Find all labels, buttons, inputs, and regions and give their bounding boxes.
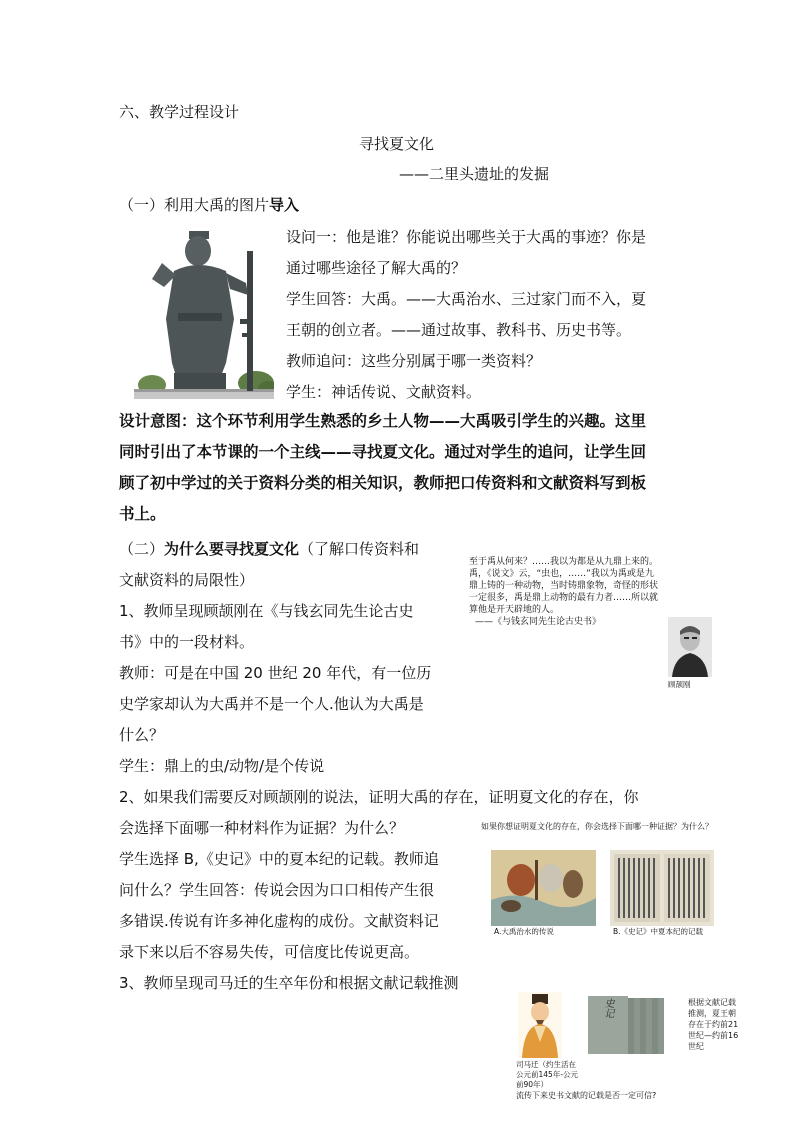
part2-line: 问什么？学生回答：传说会因为口口相传产生很: [119, 881, 435, 899]
intent-line: 顾了初中学过的关于资料分类的相关知识，教师把口传资料和文献资料写到板: [119, 474, 647, 492]
quote-line: 一定很多，禹是鼎上动物的最有力者……所以就: [469, 593, 659, 603]
dating-line: 根据文献记载: [688, 998, 736, 1007]
part2-line: 1、教师呈现顾颉刚在《与钱玄同先生论古史: [119, 602, 414, 620]
intent-line: 同时引出了本节课的一个主线——寻找夏文化。通过对学生的追问，让学生回: [119, 443, 647, 461]
part2-heading: [119, 538, 419, 560]
dating-line: 世纪: [688, 1042, 704, 1051]
dating-line: 推测，夏王朝: [688, 1009, 736, 1018]
quote-source: ——《与钱玄同先生论古史书》: [475, 617, 602, 627]
evidence-question: 如果你想证明夏文化的存在，你会选择下面哪一种证据？为什么？: [481, 822, 713, 831]
part2-line: 录下来以后不容易失传，可信度比传说更高。: [119, 943, 420, 961]
option-b-caption: B.《史记》中夏本纪的记载: [613, 927, 704, 936]
caption-line: 前90年）: [516, 1080, 549, 1089]
sima-qian-caption: [516, 1060, 578, 1090]
gu-jiegang-quote: [469, 556, 658, 628]
xia-dynasty-dating: [688, 997, 738, 1052]
sima-qian-portrait: [518, 992, 562, 1058]
part2-line: 学生选择 B,《史记》中的夏本纪的记载。教师追: [119, 850, 439, 868]
design-intent: [119, 410, 646, 534]
option-b-image: [610, 850, 714, 926]
gu-jiegang-caption: 顾颉刚: [668, 680, 691, 689]
page-subtitle: ——二里头遗址的发掘: [399, 165, 550, 183]
part2-heading-suffix: （了解口传资料和: [299, 540, 420, 558]
part2-line: 书》中的一段材料。: [119, 633, 255, 651]
part2-line: 学生：鼎上的虫/动物/是个传说: [119, 757, 325, 775]
intent-line: 书上。: [119, 505, 166, 523]
quote-line: 鼎上铸的一种动物，当时铸鼎象物，奇怪的形状: [469, 581, 659, 591]
part1-line: 学生：神话传说、文献资料。: [286, 383, 482, 401]
part2-line: 教师：可是在中国 20 世纪 20 年代，有一位历: [119, 664, 432, 682]
caption-line: 司马迁（约生活在: [516, 1060, 576, 1069]
part1-heading-bold: 导入: [269, 196, 300, 214]
part2-line: 会选择下面哪一种材料作为证据？为什么？: [119, 819, 405, 837]
section-heading: 六、教学过程设计: [119, 103, 240, 121]
part2-line: 多错误.传说有许多神化虚构的成份。文献资料记: [119, 912, 439, 930]
part1-heading-prefix: （一）利用大禹的图片: [119, 196, 270, 214]
part2-line: 文献资料的局限性）: [119, 571, 255, 589]
part1-line: 通过哪些途径了解大禹的？: [286, 259, 467, 277]
quote-line: 算他是开天辟地的人。: [469, 605, 560, 615]
caption-line: 公元前145年-公元: [516, 1070, 579, 1079]
gu-jiegang-portrait: [668, 617, 712, 677]
part2-line: 3、教师呈现司马迁的生卒年份和根据文献记载推测: [119, 974, 459, 992]
part2-line: 什么？: [119, 726, 165, 744]
part1-heading: [119, 194, 299, 216]
part2-line: 史学家却认为大禹并不是一个人.他认为大禹是: [119, 695, 424, 713]
part1-line: 王朝的创立者。——通过故事、教科书、历史书等。: [286, 321, 632, 339]
option-a-caption: A.大禹治水的传说: [494, 927, 554, 936]
part1-line: 教师追问：这些分别属于哪一类资料？: [286, 352, 542, 370]
shiji-book-title: 史记: [602, 998, 613, 1018]
dating-line: 世纪—约前16: [688, 1031, 739, 1040]
dayu-statue-image: [134, 223, 274, 399]
part2-body: [119, 569, 639, 1003]
option-a-image: [491, 850, 596, 926]
part2-heading-bold: 为什么要寻找夏文化: [164, 540, 300, 558]
page-title: 寻找夏文化: [359, 135, 435, 153]
part2-line: 2、如果我们需要反对顾颉刚的说法，证明大禹的存在，证明夏文化的存在，你: [119, 788, 639, 806]
part1-dialogue: [286, 226, 646, 412]
dating-line: 存在于约前21: [688, 1020, 739, 1029]
quote-line: 至于禹从何来？……我以为都是从九鼎上来的。: [469, 557, 659, 567]
reliability-question: 流传下来史书文献的记载是否一定可信?: [516, 1091, 657, 1100]
quote-line: 禹，《说文》云，“虫也，……”我以为禹或是九: [469, 569, 654, 579]
shiji-books-image: [586, 992, 666, 1056]
part2-heading-prefix: （二）: [119, 540, 165, 558]
part1-line: 设问一：他是谁？你能说出哪些关于大禹的事迹？你是: [286, 228, 647, 246]
intent-line: 设计意图：这个环节利用学生熟悉的乡土人物——大禹吸引学生的兴趣。这里: [119, 412, 647, 430]
part1-line: 学生回答：大禹。——大禹治水、三过家门而不入，夏: [286, 290, 647, 308]
